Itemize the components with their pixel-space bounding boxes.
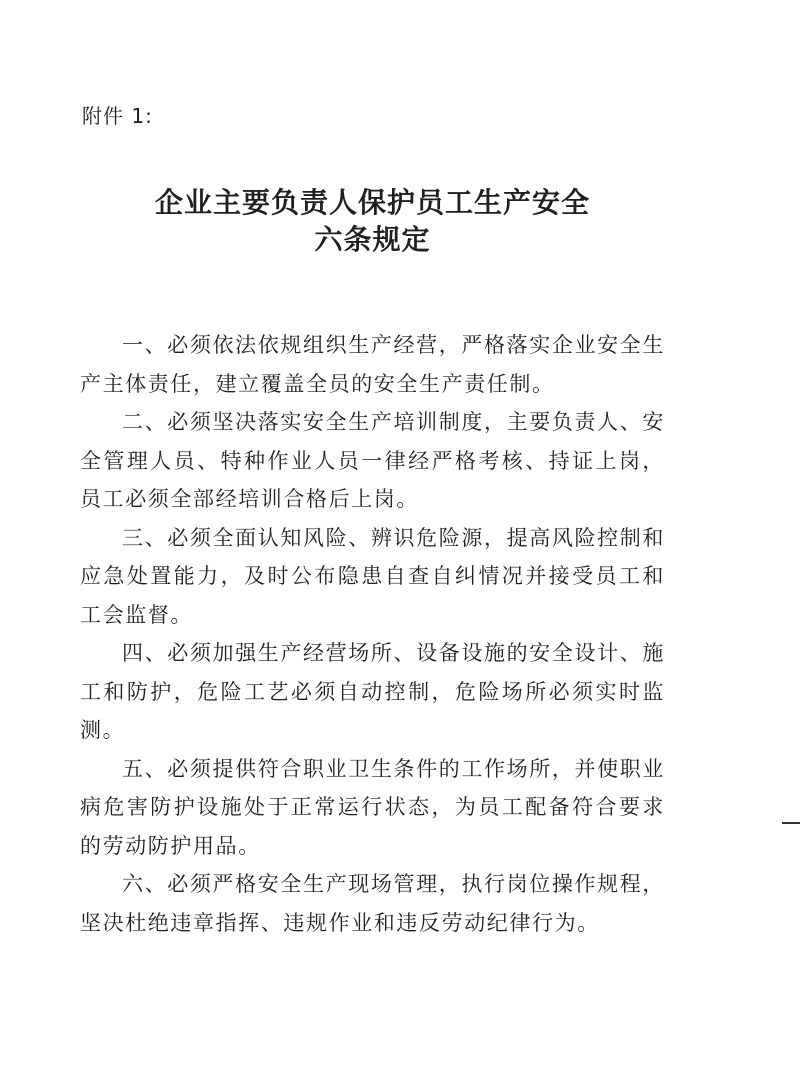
rule-paragraph-4: 四、必须加强生产经营场所、设备设施的安全设计、施工和防护，危险工艺必须自动控制，危险场所必须实时监测。 [80, 641, 665, 742]
rule-paragraph-2: 二、必须坚决落实安全生产培训制度，主要负责人、安全管理人员、特种作业人员一律经严格考核、持证上岗，员工必须全部经培训合格后上岗。 [80, 410, 665, 511]
scan-edge-mark [782, 822, 800, 824]
rule-paragraph-6: 六、必须严格安全生产现场管理，执行岗位操作规程，坚决杜绝违章指挥、违规作业和违反劳动纪律行为。 [80, 872, 665, 935]
rule-paragraph-1: 一、必须依法依规组织生产经营，严格落实企业安全生产主体责任，建立覆盖全员的安全生产责任制。 [80, 333, 665, 396]
attachment-label: 附件 1: [82, 104, 153, 128]
rule-paragraph-3: 三、必须全面认知风险、辨识危险源，提高风险控制和应急处置能力，及时公布隐患自查自纠情况并接受员工和工会监督。 [80, 525, 665, 627]
rule-paragraph-5: 五、必须提供符合职业卫生条件的工作场所，并使职业病危害防护设施处于正常运行状态，为员工配备符合要求的劳动防护用品。 [80, 756, 665, 858]
document-title-line1: 企业主要负责人保护员工生产安全 [154, 186, 590, 219]
document-title-line2: 六条规定 [314, 223, 431, 256]
document-body [80, 326, 665, 942]
